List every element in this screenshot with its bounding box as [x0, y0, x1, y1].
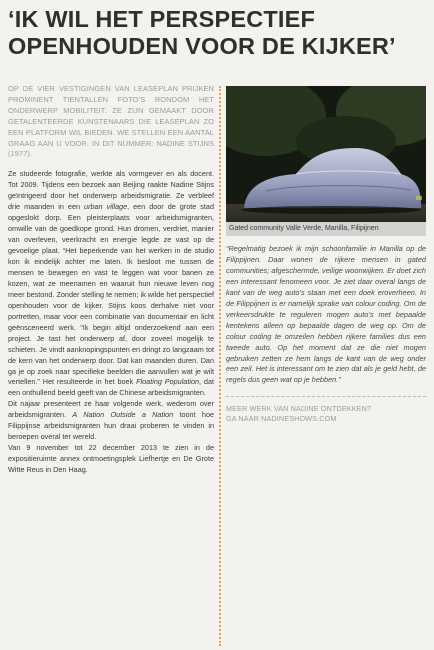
covered-car-illustration — [226, 86, 426, 236]
body-p1-text: Ze studeerde fotografie, werkte als vormgever en als docent. Tot 2009. Tijdens een bezoek aan Beijing raakte Nadine Stijns geïntrigeerd door het onderwerp arbeidsmigratie. Ze verbleef drie maanden in een — [8, 169, 214, 212]
more-work-link[interactable]: GA NAAR NADINESHOWS.COM — [226, 414, 337, 424]
body-paragraph-2 — [8, 399, 214, 443]
pull-quote: “Regelmatig bezoek ik mijn schoonfamilie in Manilla op de Filippijnen. Daar wonen de rijkere mensen in gated communities; afgeschermde, veilige woonwijken. Er doet zich een interessant fenomeen voor. Je ziet daar overal langs de kant van de weg auto’s staan met een doek eroverheen. In de Filippijnen is er namelijk sprake van colour coding. Om de verkeersdrukte te reguleren mogen auto’s met bepaalde kentekens alleen op bepaalde dagen de weg op. Om de colour coding te omzeilen hebben rijkere families dus een tweede auto. Op het moment dat ze die niet mogen gebruiken zetten ze hem langs de kant van de weg onder een zeil. Het is interessant om te zien dat als je geld hebt, de regels dus geen wat op je hebben.” — [226, 244, 426, 385]
headline-line-2: OPENHOUDEN VOOR DE KIJKER’ — [8, 33, 396, 59]
article-body — [8, 169, 214, 476]
more-work-line-1: MEER WERK VAN NADINE ONTDEKKEN? — [226, 404, 372, 414]
dashed-separator — [226, 396, 426, 397]
right-column — [226, 86, 426, 424]
photo-caption: Gated community Valle Verde, Manilla, Filipijnen — [226, 222, 426, 236]
body-p1-text-end2: , dat een onthullend beeld geeft van de Chinese arbeidsmigranten. — [8, 377, 214, 398]
left-column — [8, 84, 214, 476]
headline-line-1: ‘IK WIL HET PERSPECTIEF — [8, 6, 316, 32]
article-headline — [8, 6, 428, 60]
body-p2-text: Dit najaar presenteert ze haar volgende werk, wederom over arbeidsmigranten. — [8, 399, 214, 420]
covered-car-photo — [226, 86, 426, 236]
body-p1-emphasis: urban village — [84, 202, 128, 212]
body-p1-text-end: , een door de grote stad opgeslokt dorp. Een pleisterplaats voor arbeidsmigranten, omwille van de goedkope grond. Hun dromen, verdriet, manier van overleven, veerkracht en energie legde ze vast op de gevoelige plaat. “Het beperkende van het werken in de studio kon ik eindelijk achter me laten. Ik besloot me tussen de mensen te bewegen en vast te leggen wat voor banen ze kozen, wat ze meenamen en waaruit hun nieuwe leven nog meer bestond. Zonder stelling te nemen; ik wilde het perspectief openhouden voor de kijker. Stijns koos derhalve niet voor portretten, maar voor een combinatie van documentair en licht geënsceneerd werk. “Ik begin altijd onderzoekend aan een project. Je tast het onderwerp af, door zoveel mogelijk te schieten. Je vindt aanknopingspunten en dringt zo langzaam tot de kern van het onderwerp door. Dat kan maanden duren. Dan ga je op zoek naar specifieke beelden die aanvullen wat je wilt vertellen.” Het resulteerde in het boek — [8, 202, 214, 387]
body-p2-text-end: toont hoe Filippijnse arbeidsmigranten hun draai proberen te vinden in beroepen overal ter wereld. — [8, 410, 215, 442]
body-paragraph-3: Van 9 november tot 22 december 2013 te zien in de expositieruimte annex ontmoetingsplek Liefhertje en De Grote Witte Reus in Den Haag. — [8, 443, 214, 475]
body-paragraph-1 — [8, 169, 214, 399]
exhibition-title: A Nation Outside a Nation — [72, 410, 174, 420]
intro-paragraph: OP DE VIER VESTIGINGEN VAN LEASEPLAN PRIJKEN PROMINENT TIENTALLEN FOTO’S RONDOM HET ONDERWERP MOBILITEIT. ZE ZIJN GEMAAKT DOOR GETALENTEERDE KUNSTENAARS DIE LEASEPLAN ZO EEN PLATFORM WIL BIEDEN. WE STELLEN EEN AANTAL GRAAG AAN U VOOR. IN DIT NUMMER: NADINE STIJNS (1977). — [8, 84, 214, 159]
more-work-box — [226, 404, 426, 424]
book-title: Floating Population — [136, 377, 200, 387]
column-divider — [219, 86, 221, 646]
